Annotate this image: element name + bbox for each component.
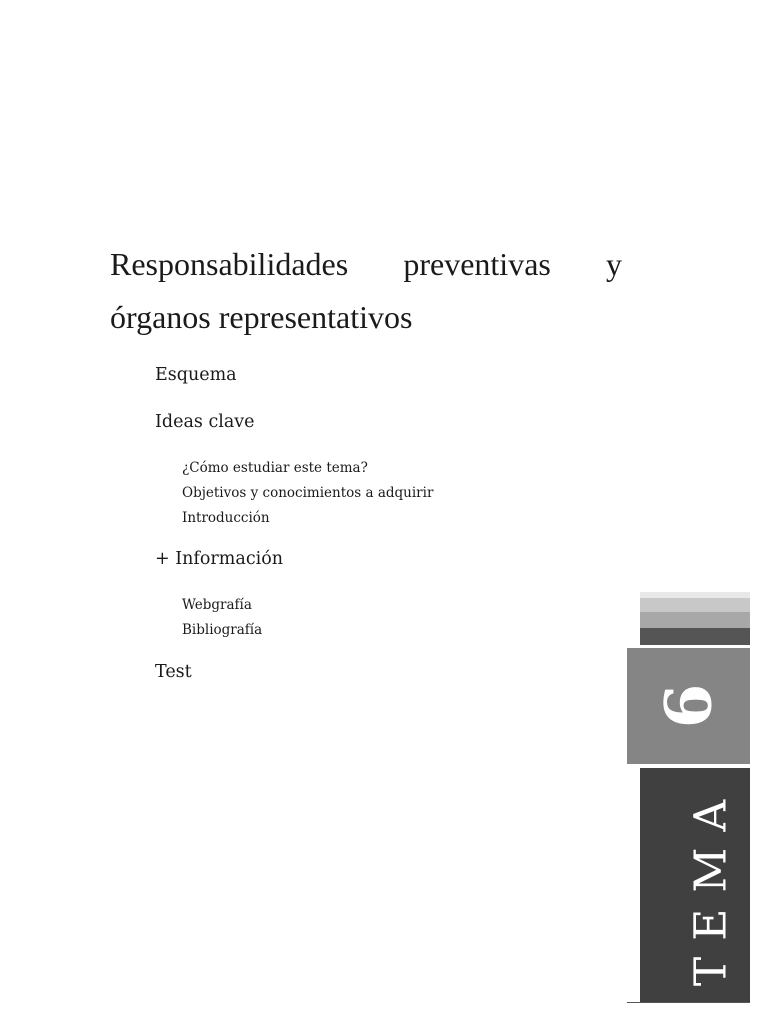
section-ideas-clave[interactable]: Ideas clave (155, 412, 255, 432)
subsection-objetivos[interactable]: Objetivos y conocimientos a adquirir (182, 485, 434, 501)
subsection-como-estudiar[interactable]: ¿Cómo estudiar este tema? (182, 460, 368, 476)
topic-label-box (640, 768, 750, 1002)
subsection-introduccion[interactable]: Introducción (182, 510, 270, 526)
section-mas-informacion[interactable]: + Información (155, 549, 284, 569)
subsection-webgrafia[interactable]: Webgrafía (182, 597, 252, 613)
document-title: Responsabilidades preventivas y órganos representativos (110, 246, 622, 335)
subsection-bibliografia[interactable]: Bibliografía (182, 622, 263, 638)
decorative-band-3 (640, 612, 750, 628)
topic-number: 6 (651, 683, 726, 729)
section-test[interactable]: Test (155, 662, 192, 682)
topic-number-box (627, 648, 750, 764)
section-esquema[interactable]: Esquema (155, 365, 237, 385)
topic-label: TEMA (685, 783, 737, 987)
decorative-band-4 (640, 628, 750, 645)
bottom-divider (627, 1002, 750, 1003)
decorative-band-2 (640, 598, 750, 612)
